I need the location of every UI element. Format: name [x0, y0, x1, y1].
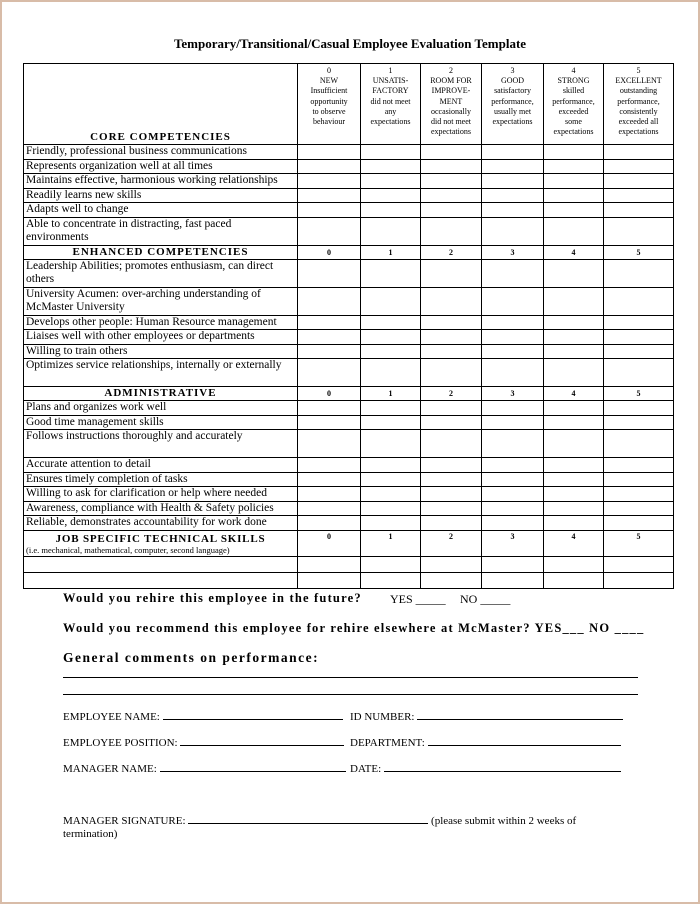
- rating-cell[interactable]: [604, 487, 674, 502]
- rating-cell[interactable]: [544, 203, 604, 218]
- department-blank[interactable]: [428, 735, 621, 746]
- rating-cell[interactable]: [361, 501, 421, 516]
- rating-cell[interactable]: [298, 572, 361, 588]
- scale-number: 4: [544, 387, 604, 401]
- rating-desc-line: consistently: [619, 106, 658, 116]
- rating-header-0: [298, 64, 361, 145]
- rating-cell[interactable]: [604, 430, 674, 458]
- rating-cell[interactable]: [482, 572, 544, 588]
- rating-cell[interactable]: [361, 430, 421, 458]
- id-number-blank[interactable]: [417, 709, 623, 720]
- scale-number: 3: [482, 530, 544, 556]
- employee-name-label: EMPLOYEE NAME:: [63, 711, 160, 723]
- rating-cell[interactable]: [482, 315, 544, 330]
- rating-cell[interactable]: [361, 217, 421, 245]
- employee-name-blank[interactable]: [163, 709, 343, 720]
- rating-number: 5: [636, 66, 641, 75]
- rating-cell[interactable]: [544, 188, 604, 203]
- manager-signature-label: MANAGER SIGNATURE:: [63, 815, 186, 827]
- scale-number: 0: [298, 530, 361, 556]
- rating-desc-line: some: [565, 117, 582, 127]
- rating-cell[interactable]: [298, 330, 361, 345]
- rating-cell[interactable]: [482, 330, 544, 345]
- id-number-field[interactable]: [350, 709, 623, 723]
- rating-cell[interactable]: [544, 472, 604, 487]
- rating-cell[interactable]: [361, 556, 421, 572]
- scale-number: 0: [298, 245, 361, 259]
- rating-cell[interactable]: [421, 174, 482, 189]
- page-title: Temporary/Transitional/Casual Employee Evaluation Template: [173, 36, 527, 51]
- criteria-row: [24, 203, 674, 218]
- rating-cell[interactable]: [421, 330, 482, 345]
- rating-cell[interactable]: [298, 188, 361, 203]
- enhanced-competencies-header-row: [24, 245, 674, 259]
- date-blank[interactable]: [384, 761, 621, 772]
- rating-cell[interactable]: [361, 472, 421, 487]
- criteria-label: Willing to train others: [24, 344, 298, 359]
- rating-cell[interactable]: [482, 174, 544, 189]
- employee-position-blank[interactable]: [180, 735, 344, 746]
- rating-cell[interactable]: [604, 359, 674, 387]
- rating-header-4: [544, 64, 604, 145]
- criteria-row: [24, 458, 674, 473]
- rating-cell[interactable]: [421, 145, 482, 160]
- criteria-label: Liaises well with other employees or departments: [24, 330, 298, 345]
- rating-desc-line: IMPROVE-: [431, 86, 471, 96]
- rating-number: 2: [449, 66, 453, 75]
- criteria-label: Willing to ask for clarification or help where needed: [24, 487, 298, 502]
- criteria-row: [24, 516, 674, 531]
- rating-cell[interactable]: [604, 159, 674, 174]
- rating-cell[interactable]: [482, 401, 544, 416]
- rating-cell[interactable]: [361, 145, 421, 160]
- rating-cell[interactable]: [298, 174, 361, 189]
- rating-desc-line: satisfactory: [494, 86, 531, 96]
- criteria-label: Represents organization well at all times: [24, 159, 298, 174]
- rehire-question: Would you rehire this employee in the future?: [63, 591, 362, 605]
- rating-cell[interactable]: [421, 315, 482, 330]
- rating-cell[interactable]: [298, 430, 361, 458]
- manager-name-label: MANAGER NAME:: [63, 763, 157, 775]
- rating-cell[interactable]: [298, 487, 361, 502]
- scale-number: 2: [421, 387, 482, 401]
- criteria-row: [24, 174, 674, 189]
- rating-cell[interactable]: [604, 401, 674, 416]
- criteria-row: [24, 401, 674, 416]
- general-comments-label: General comments on performance:: [63, 650, 320, 665]
- rating-desc-line: skilled: [562, 86, 585, 96]
- evaluation-table: [23, 63, 674, 589]
- rating-desc-line: usually met: [493, 106, 532, 116]
- rating-desc-line: exceeded: [558, 106, 589, 116]
- rating-cell[interactable]: [361, 516, 421, 531]
- rating-cell[interactable]: [421, 203, 482, 218]
- criteria-label: Maintains effective, harmonious working relationships: [24, 174, 298, 189]
- rating-cell[interactable]: [298, 159, 361, 174]
- job-skill-blank-row: [24, 572, 674, 588]
- manager-name-blank[interactable]: [160, 761, 346, 772]
- rating-desc-line: UNSATIS-: [372, 76, 409, 86]
- rating-number: 0: [327, 66, 331, 75]
- rating-desc-line: FACTORY: [372, 86, 409, 96]
- employee-position-label: EMPLOYEE POSITION:: [63, 737, 178, 749]
- rating-cell[interactable]: [604, 415, 674, 430]
- rating-cell[interactable]: [604, 287, 674, 315]
- rating-desc-line: MENT: [439, 96, 463, 106]
- comment-line-2[interactable]: [63, 694, 638, 695]
- rating-cell[interactable]: [544, 344, 604, 359]
- criteria-label: Optimizes service relationships, internally or externally: [24, 359, 298, 387]
- rating-cell[interactable]: [421, 401, 482, 416]
- rehire-yes-blank[interactable]: YES _____: [390, 592, 446, 606]
- rating-desc-line: outstanding: [619, 86, 658, 96]
- rating-cell[interactable]: [298, 401, 361, 416]
- rating-cell[interactable]: [298, 359, 361, 387]
- rating-header-3: [482, 64, 544, 145]
- criteria-row: [24, 359, 674, 387]
- job-skills-subtitle: (i.e. mechanical, mathematical, computer, second language): [26, 544, 230, 555]
- administrative-heading: ADMINISTRATIVE: [24, 387, 298, 401]
- administrative-header-row: [24, 387, 674, 401]
- rating-cell[interactable]: [421, 501, 482, 516]
- rating-desc-line: performance,: [617, 96, 660, 106]
- rating-cell[interactable]: [298, 259, 361, 287]
- rating-cell[interactable]: [482, 458, 544, 473]
- criteria-row: [24, 472, 674, 487]
- rating-desc-line: expectations: [431, 127, 471, 137]
- criteria-row: [24, 287, 674, 315]
- scale-number: 3: [482, 245, 544, 259]
- rating-cell[interactable]: [361, 415, 421, 430]
- rating-cell[interactable]: [482, 145, 544, 160]
- rating-cell[interactable]: [544, 430, 604, 458]
- rating-cell[interactable]: [482, 344, 544, 359]
- job-skills-heading: JOB SPECIFIC TECHNICAL SKILLS: [55, 532, 266, 545]
- scale-number: 5: [604, 387, 674, 401]
- rating-desc-line: did not meet: [370, 96, 411, 106]
- enhanced-competencies-heading: ENHANCED COMPETENCIES: [24, 245, 298, 259]
- scale-number: 0: [298, 387, 361, 401]
- rating-cell[interactable]: [298, 516, 361, 531]
- rating-cell[interactable]: [298, 287, 361, 315]
- rating-cell[interactable]: [604, 188, 674, 203]
- rating-cell[interactable]: [544, 330, 604, 345]
- rating-cell[interactable]: [544, 287, 604, 315]
- rating-cell[interactable]: [298, 556, 361, 572]
- rating-cell[interactable]: [544, 415, 604, 430]
- rating-header-2: [421, 64, 482, 145]
- rating-desc-line: expectations: [553, 127, 594, 137]
- scale-number: 2: [421, 530, 482, 556]
- criteria-row: [24, 217, 674, 245]
- rating-cell[interactable]: [482, 472, 544, 487]
- rating-cell[interactable]: [361, 203, 421, 218]
- rating-cell[interactable]: [544, 145, 604, 160]
- rating-cell[interactable]: [544, 501, 604, 516]
- rating-cell[interactable]: [421, 415, 482, 430]
- criteria-row: [24, 430, 674, 458]
- rating-desc-line: to observe: [312, 106, 346, 116]
- criteria-row: [24, 501, 674, 516]
- rating-cell[interactable]: [482, 556, 544, 572]
- rating-cell[interactable]: [298, 458, 361, 473]
- rating-desc-line: opportunity: [310, 96, 348, 106]
- rating-desc-line: expectations: [492, 117, 533, 127]
- rating-cell[interactable]: [482, 501, 544, 516]
- manager-name-field[interactable]: [63, 761, 346, 775]
- scale-number: 1: [361, 245, 421, 259]
- rating-number: 4: [571, 66, 576, 75]
- rating-cell[interactable]: [361, 188, 421, 203]
- rating-cell[interactable]: [421, 359, 482, 387]
- rating-cell[interactable]: [421, 516, 482, 531]
- scale-number: 4: [544, 245, 604, 259]
- scale-number: 5: [604, 245, 674, 259]
- rating-desc-line: exceeded all: [618, 117, 659, 127]
- criteria-label: Ensures timely completion of tasks: [24, 472, 298, 487]
- rating-cell[interactable]: [604, 259, 674, 287]
- rating-cell[interactable]: [604, 516, 674, 531]
- rating-cell[interactable]: [482, 287, 544, 315]
- id-number-label: ID NUMBER:: [350, 711, 415, 723]
- rating-cell[interactable]: [421, 458, 482, 473]
- criteria-row: [24, 344, 674, 359]
- rating-cell[interactable]: [421, 217, 482, 245]
- date-field[interactable]: [350, 761, 621, 775]
- rating-cell[interactable]: [421, 430, 482, 458]
- criteria-label: Readily learns new skills: [24, 188, 298, 203]
- scale-number: 2: [421, 245, 482, 259]
- rating-cell[interactable]: [544, 359, 604, 387]
- criteria-row: [24, 315, 674, 330]
- rating-cell[interactable]: [361, 315, 421, 330]
- manager-signature-blank[interactable]: [188, 813, 428, 824]
- rating-desc-line: ROOM FOR: [430, 76, 472, 86]
- rating-header-5: [604, 64, 674, 145]
- rating-cell[interactable]: [544, 159, 604, 174]
- rating-cell[interactable]: [482, 516, 544, 531]
- rating-cell[interactable]: [604, 217, 674, 245]
- rating-cell[interactable]: [544, 572, 604, 588]
- rating-cell[interactable]: [544, 174, 604, 189]
- rating-number: 1: [388, 66, 393, 75]
- criteria-label: Accurate attention to detail: [24, 458, 298, 473]
- rating-cell[interactable]: [361, 159, 421, 174]
- rating-desc-line: GOOD: [500, 76, 525, 86]
- rating-cell[interactable]: [482, 159, 544, 174]
- rating-cell[interactable]: [421, 259, 482, 287]
- criteria-row: [24, 415, 674, 430]
- rating-cell[interactable]: [421, 188, 482, 203]
- rating-cell[interactable]: [361, 259, 421, 287]
- rating-cell[interactable]: [482, 259, 544, 287]
- criteria-label: University Acumen: over-arching understanding of McMaster University: [24, 287, 298, 315]
- signature-note: (please submit within 2 weeks of termination): [63, 815, 577, 840]
- job-skill-entry[interactable]: [24, 572, 298, 588]
- rating-cell[interactable]: [604, 203, 674, 218]
- recommend-question[interactable]: Would you recommend this employee for rehire elsewhere at McMaster? YES___ NO ____: [63, 621, 645, 635]
- rating-cell[interactable]: [482, 415, 544, 430]
- criteria-label: Follows instructions thoroughly and accurately: [24, 430, 298, 458]
- criteria-row: [24, 487, 674, 502]
- rating-cell[interactable]: [298, 145, 361, 160]
- rating-cell[interactable]: [361, 458, 421, 473]
- rating-desc-line: STRONG: [557, 76, 590, 86]
- rating-cell[interactable]: [482, 487, 544, 502]
- rating-cell[interactable]: [298, 472, 361, 487]
- rating-cell[interactable]: [482, 203, 544, 218]
- criteria-label: Plans and organizes work well: [24, 401, 298, 416]
- rating-cell[interactable]: [544, 516, 604, 531]
- rating-number: 3: [510, 66, 515, 75]
- rating-cell[interactable]: [361, 359, 421, 387]
- rating-desc-line: expectations: [618, 127, 659, 137]
- criteria-row: [24, 330, 674, 345]
- rating-desc-line: expectations: [370, 117, 411, 127]
- rating-cell[interactable]: [604, 174, 674, 189]
- rating-cell[interactable]: [482, 430, 544, 458]
- criteria-row: [24, 259, 674, 287]
- rating-cell[interactable]: [361, 572, 421, 588]
- manager-signature-field[interactable]: [63, 813, 603, 841]
- criteria-label: Friendly, professional business communications: [24, 145, 298, 160]
- rating-cell[interactable]: [421, 487, 482, 502]
- rating-cell[interactable]: [361, 174, 421, 189]
- rating-desc-line: behaviour: [313, 117, 345, 127]
- job-skill-blank-row: [24, 556, 674, 572]
- department-field[interactable]: [350, 735, 621, 749]
- rating-cell[interactable]: [604, 556, 674, 572]
- core-competencies-heading: CORE COMPETENCIES: [24, 64, 298, 145]
- rating-cell[interactable]: [544, 401, 604, 416]
- employee-name-field[interactable]: [63, 709, 343, 723]
- job-skills-heading-cell: [24, 530, 298, 556]
- comment-line-1[interactable]: [63, 677, 638, 678]
- rating-desc-line: Insufficient: [310, 86, 348, 96]
- rating-desc-line: any: [384, 106, 397, 116]
- rating-desc-line: performance,: [491, 96, 534, 106]
- rating-cell[interactable]: [361, 287, 421, 315]
- rating-cell[interactable]: [421, 572, 482, 588]
- rating-cell[interactable]: [361, 487, 421, 502]
- job-skill-entry[interactable]: [24, 556, 298, 572]
- rating-cell[interactable]: [421, 556, 482, 572]
- rating-cell[interactable]: [361, 330, 421, 345]
- rating-cell[interactable]: [544, 487, 604, 502]
- criteria-label: Good time management skills: [24, 415, 298, 430]
- date-label: DATE:: [350, 763, 382, 775]
- rating-cell[interactable]: [604, 472, 674, 487]
- criteria-label: Able to concentrate in distracting, fast paced environments: [24, 217, 298, 245]
- scale-number: 4: [544, 530, 604, 556]
- rating-cell[interactable]: [298, 344, 361, 359]
- rating-cell[interactable]: [604, 572, 674, 588]
- scale-number: 1: [361, 387, 421, 401]
- criteria-label: Develops other people: Human Resource management: [24, 315, 298, 330]
- rating-header-1: [361, 64, 421, 145]
- rating-cell[interactable]: [421, 472, 482, 487]
- criteria-row: [24, 159, 674, 174]
- employee-position-field[interactable]: [63, 735, 344, 749]
- scale-number: 5: [604, 530, 674, 556]
- rating-desc-line: EXCELLENT: [615, 76, 662, 86]
- rating-cell[interactable]: [482, 217, 544, 245]
- criteria-row: [24, 145, 674, 160]
- rating-cell[interactable]: [298, 501, 361, 516]
- rating-cell[interactable]: [544, 259, 604, 287]
- scale-number: 1: [361, 530, 421, 556]
- rating-desc-line: did not meet: [431, 117, 471, 127]
- department-label: DEPARTMENT:: [350, 737, 425, 749]
- rating-cell[interactable]: [298, 217, 361, 245]
- rating-cell[interactable]: [604, 344, 674, 359]
- rating-cell[interactable]: [421, 287, 482, 315]
- rating-cell[interactable]: [604, 458, 674, 473]
- criteria-label: Awareness, compliance with Health & Safety policies: [24, 501, 298, 516]
- rating-cell[interactable]: [361, 401, 421, 416]
- rating-cell[interactable]: [604, 145, 674, 160]
- rehire-no-blank[interactable]: NO _____: [460, 592, 511, 606]
- rating-cell[interactable]: [482, 188, 544, 203]
- criteria-row: [24, 188, 674, 203]
- rating-cell[interactable]: [361, 344, 421, 359]
- criteria-label: Adapts well to change: [24, 203, 298, 218]
- rating-cell[interactable]: [604, 315, 674, 330]
- rating-cell[interactable]: [298, 315, 361, 330]
- rating-cell[interactable]: [544, 458, 604, 473]
- criteria-label: Reliable, demonstrates accountability for work done: [24, 516, 298, 531]
- rating-desc-line: occasionally: [431, 106, 471, 116]
- rating-cell[interactable]: [421, 344, 482, 359]
- rating-cell[interactable]: [421, 159, 482, 174]
- rating-cell[interactable]: [298, 415, 361, 430]
- rating-cell[interactable]: [482, 359, 544, 387]
- scale-number: 3: [482, 387, 544, 401]
- rating-cell[interactable]: [604, 501, 674, 516]
- rating-header-row: [24, 64, 674, 145]
- criteria-label: Leadership Abilities; promotes enthusiasm, can direct others: [24, 259, 298, 287]
- rating-cell[interactable]: [544, 315, 604, 330]
- rating-cell[interactable]: [604, 330, 674, 345]
- job-skills-header-row: [24, 530, 674, 556]
- rating-desc-line: performance,: [552, 96, 595, 106]
- rating-desc-line: NEW: [319, 76, 339, 86]
- rating-cell[interactable]: [298, 203, 361, 218]
- rating-cell[interactable]: [544, 556, 604, 572]
- rating-cell[interactable]: [544, 217, 604, 245]
